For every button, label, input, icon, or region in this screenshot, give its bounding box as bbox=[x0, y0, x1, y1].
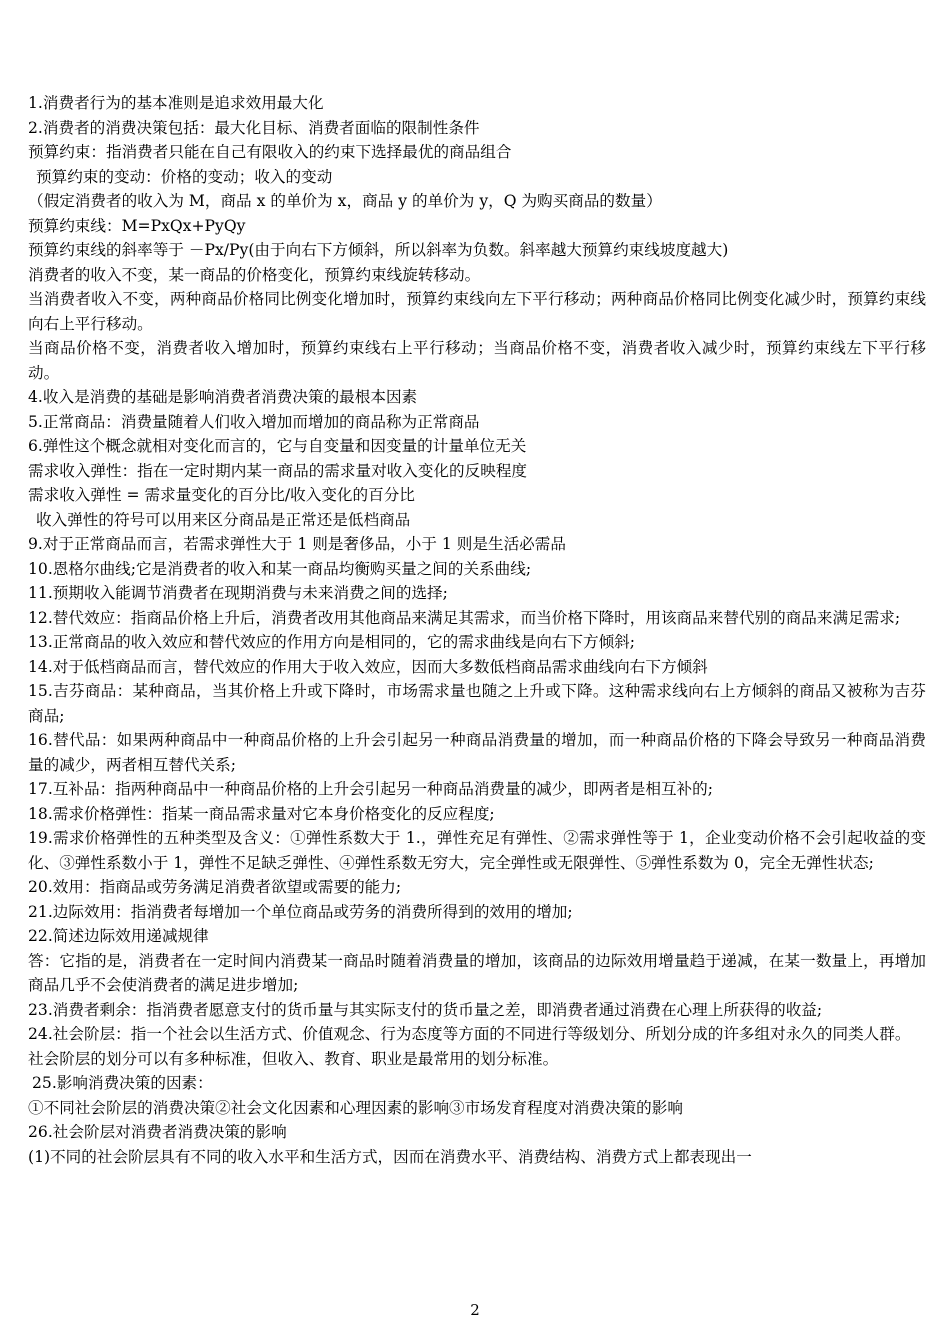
text-line: 预算约束线：M=PxQx+PyQy bbox=[28, 216, 246, 235]
text-line: （假定消费者的收入为 M，商品 x 的单价为 x，商品 y 的单价为 y，Q 为购买商品的数量） bbox=[28, 192, 662, 210]
text-line: 当商品价格不变，消费者收入增加时，预算约束线右上平行移动；当商品价格不变，消费者收入减少时，预算约束线左下平行移动。 bbox=[28, 339, 926, 382]
text-line: 当消费者收入不变，两种商品价格同比例变化增加时，预算约束线向左下平行移动；两种商品价格同比例变化减少时，预算约束线向右上平行移动。 bbox=[28, 290, 926, 333]
text-line: ①不同社会阶层的消费决策②社会文化因素和心理因素的影响③市场发育程度对消费决策的影响 bbox=[28, 1098, 683, 1117]
text-line: 5.正常商品：消费量随着人们收入增加而增加的商品称为正常商品 bbox=[28, 412, 480, 431]
text-line: 收入弹性的符号可以用来区分商品是正常还是低档商品 bbox=[36, 510, 411, 529]
text-line: 预算约束的变动：价格的变动；收入的变动 bbox=[36, 167, 333, 186]
document-body bbox=[28, 91, 926, 1169]
text-line: 19.需求价格弹性的五种类型及含义：①弹性系数大于 1.，弹性充足有弹性、②需求弹性等于 1，企业变动价格不会引起收益的变化、③弹性系数小于 1，弹性不足缺乏弹性、④弹性系数无穷大，完全弹性或无限弹性、⑤弹性系数为 0，完全无弹性状态; bbox=[28, 829, 926, 872]
page-number: 2 bbox=[470, 1301, 480, 1319]
text-line: 6.弹性这个概念就相对变化而言的，它与自变量和因变量的计量单位无关 bbox=[28, 437, 527, 455]
text-line: 答：它指的是，消费者在一定时间内消费某一商品时随着消费量的增加，该商品的边际效用增量趋于递减，在某一数量上，再增加商品几乎不会使消费者的满足进步增加; bbox=[28, 951, 926, 994]
text-line: 26.社会阶层对消费者消费决策的影响 bbox=[28, 1123, 287, 1141]
text-line: 12.替代效应：指商品价格上升后，消费者改用其他商品来满足其需求，而当价格下降时，用该商品来替代别的商品来满足需求; bbox=[28, 608, 901, 627]
text-line: 25.影响消费决策的因素： bbox=[32, 1074, 213, 1092]
text-line: 23.消费者剩余：指消费者愿意支付的货币量与其实际支付的货币量之差，即消费者通过消费在心理上所获得的收益; bbox=[28, 1000, 823, 1019]
text-line: 消费者的收入不变，某一商品的价格变化，预算约束线旋转移动。 bbox=[28, 265, 481, 284]
text-line: 17.互补品：指两种商品中一种商品价格的上升会引起另一种商品消费量的减少，即两者是相互补的; bbox=[28, 780, 713, 798]
text-line: (1)不同的社会阶层具有不同的收入水平和生活方式，因而在消费水平、消费结构、消费方式上都表现出一 bbox=[28, 1147, 752, 1166]
text-line: 16.替代品：如果两种商品中一种商品价格的上升会引起另一种商品消费量的增加，而一种商品价格的下降会导致另一种商品消费量的减少，两者相互替代关系; bbox=[28, 731, 926, 774]
text-line: 13.正常商品的收入效应和替代效应的作用方向是相同的，它的需求曲线是向右下方倾斜; bbox=[28, 633, 636, 651]
text-line: 4.收入是消费的基础是影响消费者消费决策的最根本因素 bbox=[28, 388, 418, 406]
text-line: 预算约束线的斜率等于 －Px/Py(由于向右下方倾斜，所以斜率为负数。斜率越大预算约束线坡度越大) bbox=[28, 241, 729, 259]
text-line: 2.消费者的消费决策包括：最大化目标、消费者面临的限制性条件 bbox=[28, 118, 480, 137]
text-line: 需求收入弹性 = 需求量变化的百分比/收入变化的百分比 bbox=[28, 486, 415, 504]
text-line: 预算约束：指消费者只能在自己有限收入的约束下选择最优的商品组合 bbox=[28, 143, 512, 161]
text-line: 1.消费者行为的基本准则是追求效用最大化 bbox=[28, 94, 324, 112]
text-line: 21.边际效用：指消费者每增加一个单位商品或劳务的消费所得到的效用的增加; bbox=[28, 902, 573, 921]
text-line: 需求收入弹性：指在一定时期内某一商品的需求量对收入变化的反映程度 bbox=[28, 461, 528, 480]
text-line: 10.恩格尔曲线;它是消费者的收入和某一商品均衡购买量之间的关系曲线; bbox=[28, 559, 532, 578]
text-line: 11.预期收入能调节消费者在现期消费与未来消费之间的选择; bbox=[28, 584, 448, 602]
text-line: 18.需求价格弹性：指某一商品需求量对它本身价格变化的反应程度; bbox=[28, 804, 495, 823]
text-line: 14.对于低档商品而言，替代效应的作用大于收入效应，因而大多数低档商品需求曲线向右下方倾斜 bbox=[28, 657, 708, 676]
text-line: 22.简述边际效用递减规律 bbox=[28, 927, 209, 945]
text-line: 20.效用：指商品或劳务满足消费者欲望或需要的能力; bbox=[28, 878, 402, 896]
text-line: 9.对于正常商品而言，若需求弹性大于 1 则是奢侈品，小于 1 则是生活必需品 bbox=[28, 535, 566, 553]
text-line: 24.社会阶层：指一个社会以生活方式、价值观念、行为态度等方面的不同进行等级划分、所划分成的许多组对永久的同类人群。 bbox=[28, 1025, 911, 1043]
text-line: 社会阶层的划分可以有多种标准，但收入、教育、职业是最常用的划分标准。 bbox=[28, 1049, 559, 1068]
text-line: 15.吉芬商品：某种商品，当其价格上升或下降时，市场需求量也随之上升或下降。这种需求线向右上方倾斜的商品又被称为吉芬商品; bbox=[28, 682, 926, 725]
